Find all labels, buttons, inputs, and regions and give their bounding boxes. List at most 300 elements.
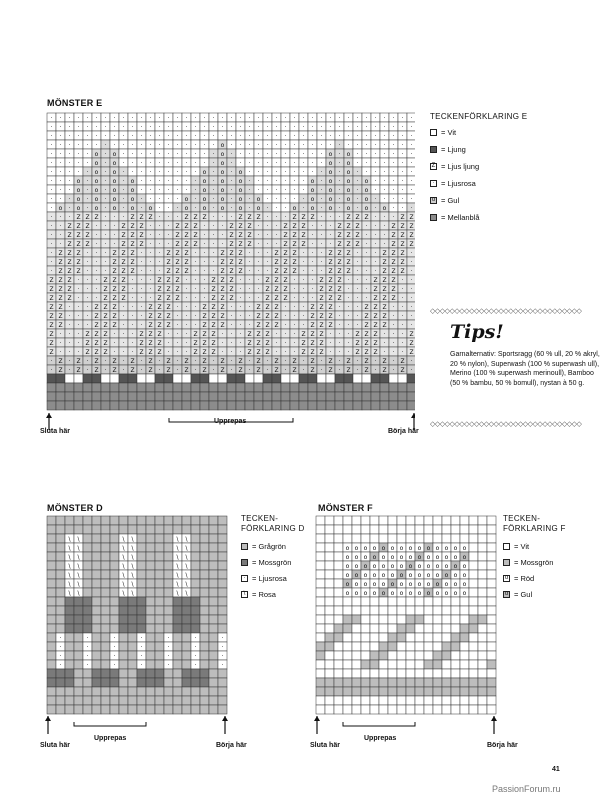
chart-e-symbol: Z: [85, 214, 90, 221]
chart-e-symbol: Z: [400, 367, 405, 374]
chart-e-symbol: ·: [167, 115, 170, 122]
chart-f-cell: [469, 696, 478, 705]
chart-d-cell: [137, 615, 146, 624]
chart-f-cell: [487, 687, 496, 696]
chart-e-symbol: ·: [140, 142, 143, 149]
chart-e-symbol: ·: [392, 214, 395, 221]
chart-e-symbol: ·: [113, 349, 116, 356]
chart-e-symbol: Z: [328, 322, 333, 329]
chart-d-cell: [209, 579, 218, 588]
chart-f-symbol: o: [381, 545, 386, 552]
chart-e-symbol: Z: [103, 313, 108, 320]
chart-e-symbol: Z: [94, 340, 99, 347]
chart-e-cell: [335, 401, 344, 410]
chart-e-symbol: ·: [149, 259, 152, 266]
chart-e-symbol: ·: [140, 187, 143, 194]
chart-e-cell: [308, 374, 317, 383]
chart-e-symbol: ·: [257, 178, 260, 185]
chart-e-symbol: ·: [275, 178, 278, 185]
chart-e-symbol: ·: [203, 124, 206, 131]
chart-e-symbol: Z: [346, 241, 351, 248]
chart-e-symbol: o: [220, 142, 225, 149]
chart-e-cell: [128, 392, 137, 401]
chart-e-symbol: ·: [320, 367, 323, 374]
chart-f-cell: [415, 642, 424, 651]
chart-f-cell: [406, 597, 415, 606]
chart-f-symbol: o: [363, 581, 368, 588]
chart-e-symbol: Z: [274, 313, 279, 320]
chart-d-cell: [74, 516, 83, 525]
chart-d-cell: [155, 660, 164, 669]
chart-e-symbol: Z: [364, 331, 369, 338]
chart-e-symbol: ·: [302, 250, 305, 257]
chart-f-cell: [415, 615, 424, 624]
chart-f-cell: [478, 669, 487, 678]
chart-e-symbol: ·: [59, 214, 62, 221]
chart-e-cell: [200, 383, 209, 392]
chart-e-symbol: ·: [392, 133, 395, 140]
chart-e-symbol: ·: [176, 178, 179, 185]
chart-d-cell: [74, 624, 83, 633]
chart-e-symbol: o: [76, 178, 81, 185]
chart-e-symbol: ·: [68, 349, 71, 356]
pattern-f-legend-title: TECKEN- FÖRKLARING F: [503, 514, 566, 533]
chart-d-cell: [173, 516, 182, 525]
chart-e-symbol: ·: [275, 214, 278, 221]
chart-e-cell: [245, 374, 254, 383]
chart-e-symbol: Z: [76, 241, 81, 248]
chart-e-symbol: ·: [77, 151, 80, 158]
chart-e-symbol: Z: [373, 304, 378, 311]
chart-e-symbol: ·: [284, 178, 287, 185]
chart-d-cell: [128, 705, 137, 714]
chart-f-cell: [469, 552, 478, 561]
chart-d-cell: [137, 696, 146, 705]
chart-e-symbol: ·: [401, 151, 404, 158]
chart-d-cell: [209, 606, 218, 615]
chart-d-cell: [119, 597, 128, 606]
chart-e-symbol: ·: [356, 313, 359, 320]
watermark: PassionForum.ru: [492, 784, 561, 794]
pattern-d-repeat-label: Upprepas: [94, 735, 127, 742]
chart-d-symbol: \: [77, 545, 80, 552]
chart-e-symbol: o: [112, 178, 117, 185]
chart-e-symbol: ·: [383, 133, 386, 140]
chart-d-cell: [119, 624, 128, 633]
chart-d-cell: [209, 570, 218, 579]
chart-e-symbol: ·: [140, 133, 143, 140]
chart-f-symbol: o: [462, 554, 467, 561]
chart-e-symbol: ·: [212, 358, 215, 365]
chart-e-symbol: ·: [131, 349, 134, 356]
chart-d-cell: [191, 705, 200, 714]
chart-e-symbol: ·: [356, 160, 359, 167]
chart-e-symbol: ·: [203, 223, 206, 230]
chart-e-symbol: Z: [49, 277, 54, 284]
chart-e-symbol: o: [328, 151, 333, 158]
chart-e-symbol: ·: [185, 178, 188, 185]
chart-e-symbol: ·: [338, 367, 341, 374]
chart-e-cell: [128, 374, 137, 383]
chart-e-symbol: o: [346, 205, 351, 212]
pattern-f-chart: [313, 514, 503, 740]
pattern-d-start-label: Börja här: [216, 742, 247, 749]
chart-e-symbol: Z: [238, 259, 243, 266]
chart-e-symbol: Z: [274, 304, 279, 311]
chart-e-symbol: ·: [266, 250, 269, 257]
chart-d-cell: [173, 642, 182, 651]
chart-e-symbol: ·: [194, 304, 197, 311]
chart-e-symbol: ·: [356, 268, 359, 275]
chart-d-cell: [146, 552, 155, 561]
chart-d-cell: [155, 570, 164, 579]
chart-f-cell: [352, 534, 361, 543]
legend-d-item: = Mossgrön: [241, 557, 291, 567]
chart-e-symbol: ·: [329, 331, 332, 338]
chart-e-symbol: ·: [176, 367, 179, 374]
chart-e-symbol: ·: [122, 340, 125, 347]
chart-e-symbol: Z: [328, 259, 333, 266]
chart-d-symbol: ·: [167, 662, 170, 669]
chart-d-symbol: \: [77, 590, 80, 597]
chart-d-cell: [56, 525, 65, 534]
chart-e-symbol: o: [310, 187, 315, 194]
chart-e-cell: [209, 383, 218, 392]
chart-d-cell: [92, 669, 101, 678]
chart-f-cell: [478, 660, 487, 669]
chart-e-symbol: ·: [167, 241, 170, 248]
chart-e-symbol: ·: [113, 223, 116, 230]
chart-e-symbol: Z: [58, 322, 63, 329]
chart-e-symbol: Z: [382, 259, 387, 266]
chart-e-symbol: ·: [374, 259, 377, 266]
chart-e-symbol: ·: [374, 169, 377, 176]
chart-f-cell: [406, 696, 415, 705]
chart-f-cell: [325, 615, 334, 624]
chart-d-cell: [173, 660, 182, 669]
chart-f-cell: [325, 651, 334, 660]
chart-e-cell: [344, 374, 353, 383]
chart-e-cell: [146, 401, 155, 410]
chart-f-cell: [469, 579, 478, 588]
chart-e-cell: [236, 374, 245, 383]
chart-e-cell: [326, 401, 335, 410]
chart-d-symbol: \: [68, 563, 71, 570]
chart-f-cell: [487, 561, 496, 570]
chart-d-cell: [47, 696, 56, 705]
chart-d-cell: [182, 705, 191, 714]
chart-d-symbol: \: [131, 581, 134, 588]
chart-e-cell: [110, 392, 119, 401]
chart-e-symbol: Z: [193, 241, 198, 248]
chart-e-symbol: Z: [157, 286, 162, 293]
chart-e-symbol: Z: [148, 367, 153, 374]
chart-e-symbol: Z: [274, 322, 279, 329]
chart-e-symbol: Z: [382, 367, 387, 374]
chart-f-cell: [406, 615, 415, 624]
chart-e-symbol: Z: [301, 232, 306, 239]
chart-e-symbol: Z: [202, 322, 207, 329]
chart-e-symbol: Z: [229, 223, 234, 230]
chart-e-symbol: Z: [364, 304, 369, 311]
chart-d-cell: [209, 687, 218, 696]
chart-e-symbol: o: [94, 196, 99, 203]
chart-f-cell: [442, 624, 451, 633]
chart-f-cell: [352, 687, 361, 696]
chart-f-symbol: o: [390, 581, 395, 588]
chart-e-symbol: Z: [220, 295, 225, 302]
chart-e-symbol: ·: [284, 160, 287, 167]
chart-d-cell: [164, 696, 173, 705]
chart-f-cell: [451, 696, 460, 705]
chart-e-symbol: ·: [320, 214, 323, 221]
chart-e-symbol: Z: [256, 331, 261, 338]
chart-d-cell: [101, 660, 110, 669]
chart-e-cell: [335, 383, 344, 392]
chart-e-symbol: Z: [157, 277, 162, 284]
chart-f-cell: [316, 516, 325, 525]
chart-f-cell: [370, 633, 379, 642]
chart-d-cell: [191, 696, 200, 705]
chart-e-symbol: Z: [130, 250, 135, 257]
chart-e-symbol: o: [346, 151, 351, 158]
chart-e-symbol: ·: [320, 196, 323, 203]
legend-d-item: \ = Rosa: [241, 589, 291, 599]
chart-e-symbol: ·: [248, 304, 251, 311]
chart-f-cell: [442, 669, 451, 678]
chart-f-cell: [487, 534, 496, 543]
chart-e-symbol: ·: [257, 277, 260, 284]
chart-d-cell: [182, 615, 191, 624]
chart-e-symbol: ·: [365, 241, 368, 248]
chart-e-cell: [110, 401, 119, 410]
chart-e-symbol: ·: [347, 313, 350, 320]
chart-e-symbol: ·: [410, 160, 413, 167]
chart-d-cell: [56, 534, 65, 543]
chart-e-symbol: o: [256, 196, 261, 203]
chart-d-symbol: ·: [167, 653, 170, 660]
chart-e-symbol: ·: [176, 151, 179, 158]
chart-d-cell: [182, 678, 191, 687]
chart-e-symbol: ·: [392, 340, 395, 347]
chart-f-cell: [397, 687, 406, 696]
chart-f-cell: [451, 606, 460, 615]
chart-d-symbol: ·: [194, 644, 197, 651]
chart-e-symbol: ·: [185, 349, 188, 356]
chart-e-symbol: ·: [356, 286, 359, 293]
chart-e-symbol: Z: [112, 268, 117, 275]
chart-d-repeat-bracket: [74, 722, 146, 726]
chart-e-symbol: ·: [257, 268, 260, 275]
chart-d-cell: [155, 633, 164, 642]
chart-e-symbol: ·: [392, 304, 395, 311]
chart-e-cell: [92, 374, 101, 383]
chart-e-symbol: ·: [122, 349, 125, 356]
chart-f-cell: [352, 651, 361, 660]
chart-e-symbol: Z: [382, 250, 387, 257]
chart-f-cell: [334, 669, 343, 678]
chart-f-cell: [343, 525, 352, 534]
chart-d-cell: [137, 597, 146, 606]
chart-e-symbol: ·: [59, 349, 62, 356]
chart-f-cell: [460, 687, 469, 696]
chart-e-symbol: Z: [238, 223, 243, 230]
chart-d-cell: [83, 588, 92, 597]
chart-d-cell: [47, 669, 56, 678]
chart-e-symbol: ·: [410, 187, 413, 194]
chart-f-cell: [478, 579, 487, 588]
chart-e-symbol: ·: [212, 178, 215, 185]
chart-f-symbol: o: [345, 563, 350, 570]
chart-f-cell: [487, 669, 496, 678]
chart-e-cell: [56, 374, 65, 383]
chart-e-symbol: Z: [148, 322, 153, 329]
chart-e-symbol: ·: [365, 115, 368, 122]
chart-e-cell: [47, 383, 56, 392]
chart-e-symbol: ·: [338, 349, 341, 356]
chart-f-cell: [379, 642, 388, 651]
chart-e-cell: [362, 383, 371, 392]
chart-e-symbol: Z: [85, 241, 90, 248]
chart-e-symbol: ·: [158, 187, 161, 194]
chart-f-symbol: o: [462, 590, 467, 597]
chart-e-symbol: ·: [374, 205, 377, 212]
chart-f-cell: [478, 651, 487, 660]
chart-e-symbol: ·: [275, 124, 278, 131]
chart-e-symbol: Z: [247, 340, 252, 347]
chart-f-cell: [415, 705, 424, 714]
chart-f-cell: [334, 687, 343, 696]
chart-e-symbol: ·: [284, 214, 287, 221]
chart-f-cell: [352, 642, 361, 651]
chart-e-cell: [407, 383, 415, 392]
chart-e-symbol: ·: [293, 277, 296, 284]
chart-d-cell: [110, 570, 119, 579]
chart-f-symbol: o: [399, 572, 404, 579]
chart-e-cell: [272, 374, 281, 383]
chart-f-cell: [352, 516, 361, 525]
chart-d-cell: [191, 669, 200, 678]
chart-d-cell: [110, 696, 119, 705]
chart-f-cell: [460, 705, 469, 714]
chart-d-symbol: ·: [86, 653, 89, 660]
chart-f-symbol: o: [408, 554, 413, 561]
chart-f-cell: [415, 678, 424, 687]
chart-e-symbol: ·: [86, 268, 89, 275]
chart-e-symbol: ·: [365, 232, 368, 239]
chart-f-cell: [316, 525, 325, 534]
chart-e-symbol: ·: [149, 187, 152, 194]
chart-e-cell: [254, 392, 263, 401]
chart-e-symbol: ·: [185, 115, 188, 122]
chart-e-symbol: Z: [274, 358, 279, 365]
tips-text: Garnalternativ: Sportsragg (60 % ull, 20 % akryl, 20 % nylon), Superwash (100 % superwash ull), Merino (100 % superwash merinoull), Bamboo (50 % bambu, 50 % bomull), nystan à 50 g.: [450, 351, 600, 387]
chart-f-cell: [370, 642, 379, 651]
chart-f-cell: [433, 687, 442, 696]
chart-d-cell: [173, 705, 182, 714]
chart-e-end-arrow-head: [46, 413, 52, 418]
chart-e-symbol: ·: [176, 142, 179, 149]
chart-e-symbol: Z: [184, 214, 189, 221]
chart-e-cell: [326, 374, 335, 383]
chart-e-cell: [83, 392, 92, 401]
chart-e-symbol: ·: [239, 151, 242, 158]
chart-e-cell: [245, 401, 254, 410]
chart-f-cell: [361, 642, 370, 651]
chart-e-symbol: ·: [212, 115, 215, 122]
chart-f-symbol: o: [417, 554, 422, 561]
chart-e-cell: [290, 401, 299, 410]
chart-e-cell: [407, 374, 415, 383]
pattern-f-start-label: Börja här: [487, 742, 518, 749]
chart-e-symbol: ·: [383, 142, 386, 149]
legend-e-swatch: [430, 214, 437, 221]
chart-d-cell: [173, 687, 182, 696]
chart-f-symbol: o: [381, 554, 386, 561]
chart-e-symbol: ·: [374, 151, 377, 158]
chart-f-symbol: o: [399, 545, 404, 552]
chart-e-symbol: ·: [140, 358, 143, 365]
chart-e-symbol: Z: [283, 250, 288, 257]
chart-e-symbol: Z: [400, 358, 405, 365]
chart-e-symbol: o: [112, 205, 117, 212]
chart-e-symbol: ·: [194, 178, 197, 185]
chart-e-symbol: Z: [265, 313, 270, 320]
chart-d-cell: [146, 669, 155, 678]
chart-e-symbol: ·: [104, 151, 107, 158]
chart-e-symbol: o: [184, 196, 189, 203]
legend-e-item: · = Ljusrosa: [430, 178, 480, 188]
chart-e-symbol: ·: [410, 151, 413, 158]
chart-f-cell: [451, 660, 460, 669]
chart-e-symbol: ·: [302, 259, 305, 266]
chart-e-cell: [155, 392, 164, 401]
chart-f-cell: [325, 696, 334, 705]
chart-f-cell: [433, 534, 442, 543]
chart-e-symbol: Z: [238, 241, 243, 248]
chart-d-cell: [146, 660, 155, 669]
chart-e-cell: [65, 401, 74, 410]
chart-e-cell: [119, 383, 128, 392]
chart-e-symbol: ·: [275, 340, 278, 347]
chart-e-symbol: ·: [365, 268, 368, 275]
chart-d-cell: [110, 615, 119, 624]
chart-d-cell: [200, 615, 209, 624]
chart-e-cell: [146, 383, 155, 392]
chart-f-cell: [478, 588, 487, 597]
chart-f-cell: [388, 534, 397, 543]
chart-e-cell: [362, 401, 371, 410]
chart-e-symbol: Z: [346, 268, 351, 275]
chart-e-symbol: o: [364, 187, 369, 194]
chart-e-symbol: ·: [293, 133, 296, 140]
chart-e-cell: [389, 374, 398, 383]
chart-e-symbol: ·: [257, 115, 260, 122]
chart-e-symbol: ·: [95, 223, 98, 230]
chart-f-cell: [478, 570, 487, 579]
chart-e-symbol: ·: [239, 331, 242, 338]
chart-d-cell: [47, 588, 56, 597]
chart-e-symbol: Z: [400, 223, 405, 230]
chart-d-cell: [209, 534, 218, 543]
chart-e-symbol: ·: [329, 124, 332, 131]
chart-e-symbol: ·: [302, 124, 305, 131]
chart-e-symbol: ·: [311, 115, 314, 122]
chart-e-symbol: Z: [265, 340, 270, 347]
chart-d-cell: [200, 696, 209, 705]
chart-e-symbol: Z: [382, 358, 387, 365]
chart-e-symbol: ·: [302, 358, 305, 365]
